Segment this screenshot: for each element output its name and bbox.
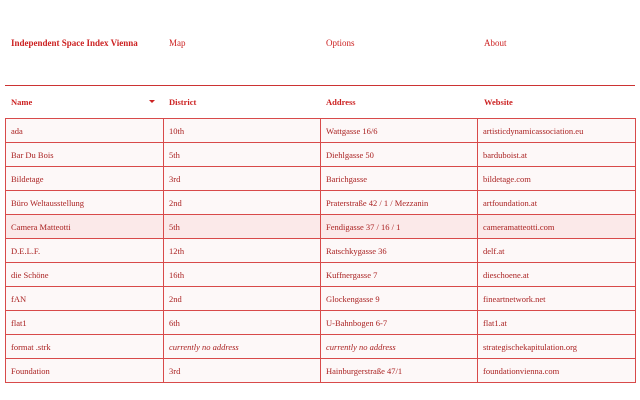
cell-address: Wattgasse 16/6 bbox=[321, 119, 478, 143]
cell-address: Diehlgasse 50 bbox=[321, 143, 478, 167]
cell-address: U-Bahnbogen 6-7 bbox=[321, 311, 478, 335]
cell-address: currently no address bbox=[321, 335, 478, 359]
table-row[interactable] bbox=[6, 191, 636, 215]
table-row[interactable] bbox=[6, 311, 636, 335]
cell-address: Hainburgerstraße 47/1 bbox=[321, 359, 478, 383]
spaces-table bbox=[5, 118, 636, 383]
sort-descending-icon[interactable] bbox=[149, 100, 155, 103]
cell-website[interactable]: flat1.at bbox=[478, 311, 636, 335]
nav-about-link[interactable]: About bbox=[484, 38, 507, 48]
cell-name: Camera Matteotti bbox=[6, 215, 164, 239]
cell-website[interactable]: barduboist.at bbox=[478, 143, 636, 167]
cell-address: Glockengasse 9 bbox=[321, 287, 478, 311]
cell-name: die Schöne bbox=[6, 263, 164, 287]
nav-options-link[interactable]: Options bbox=[326, 38, 355, 48]
cell-name: Büro Weltausstellung bbox=[6, 191, 164, 215]
cell-district: 5th bbox=[164, 215, 321, 239]
cell-name: Bildetage bbox=[6, 167, 164, 191]
table-row[interactable] bbox=[6, 215, 636, 239]
cell-website[interactable]: artisticdynamicassociation.eu bbox=[478, 119, 636, 143]
cell-district: 6th bbox=[164, 311, 321, 335]
cell-website[interactable]: dieschoene.at bbox=[478, 263, 636, 287]
cell-district: 3rd bbox=[164, 359, 321, 383]
cell-website[interactable]: strategischekapitulation.org bbox=[478, 335, 636, 359]
table-row[interactable] bbox=[6, 167, 636, 191]
cell-address: Ratschkygasse 36 bbox=[321, 239, 478, 263]
nav-map-link[interactable]: Map bbox=[169, 38, 186, 48]
cell-district: 12th bbox=[164, 239, 321, 263]
cell-website[interactable]: foundationvienna.com bbox=[478, 359, 636, 383]
cell-name: ada bbox=[6, 119, 164, 143]
cell-website[interactable]: fineartnetwork.net bbox=[478, 287, 636, 311]
cell-district: currently no address bbox=[164, 335, 321, 359]
cell-name: Foundation bbox=[6, 359, 164, 383]
brand-link[interactable]: Independent Space Index Vienna bbox=[11, 38, 138, 48]
cell-address: Kuffnergasse 7 bbox=[321, 263, 478, 287]
cell-website[interactable]: delf.at bbox=[478, 239, 636, 263]
cell-district: 2nd bbox=[164, 287, 321, 311]
table-row[interactable] bbox=[6, 143, 636, 167]
cell-district: 10th bbox=[164, 119, 321, 143]
column-header-name[interactable]: Name bbox=[11, 97, 33, 107]
cell-name: D.E.L.F. bbox=[6, 239, 164, 263]
table-row[interactable] bbox=[6, 287, 636, 311]
table-row[interactable] bbox=[6, 119, 636, 143]
cell-address: Fendigasse 37 / 16 / 1 bbox=[321, 215, 478, 239]
cell-website[interactable]: artfoundation.at bbox=[478, 191, 636, 215]
cell-name: Bar Du Bois bbox=[6, 143, 164, 167]
cell-name: fAN bbox=[6, 287, 164, 311]
column-header-website[interactable]: Website bbox=[484, 97, 513, 107]
table-row[interactable] bbox=[6, 263, 636, 287]
top-navigation bbox=[0, 0, 640, 86]
cell-address: Barichgasse bbox=[321, 167, 478, 191]
cell-district: 3rd bbox=[164, 167, 321, 191]
cell-district: 2nd bbox=[164, 191, 321, 215]
table-row[interactable] bbox=[6, 335, 636, 359]
table-row[interactable] bbox=[6, 239, 636, 263]
column-header-address[interactable]: Address bbox=[326, 97, 356, 107]
table-row[interactable] bbox=[6, 359, 636, 383]
column-header-district[interactable]: District bbox=[169, 97, 197, 107]
cell-name: format .strk bbox=[6, 335, 164, 359]
table-header bbox=[0, 86, 640, 118]
cell-district: 5th bbox=[164, 143, 321, 167]
cell-address: Praterstraße 42 / 1 / Mezzanin bbox=[321, 191, 478, 215]
cell-website[interactable]: bildetage.com bbox=[478, 167, 636, 191]
cell-district: 16th bbox=[164, 263, 321, 287]
cell-website[interactable]: cameramatteotti.com bbox=[478, 215, 636, 239]
cell-name: flat1 bbox=[6, 311, 164, 335]
